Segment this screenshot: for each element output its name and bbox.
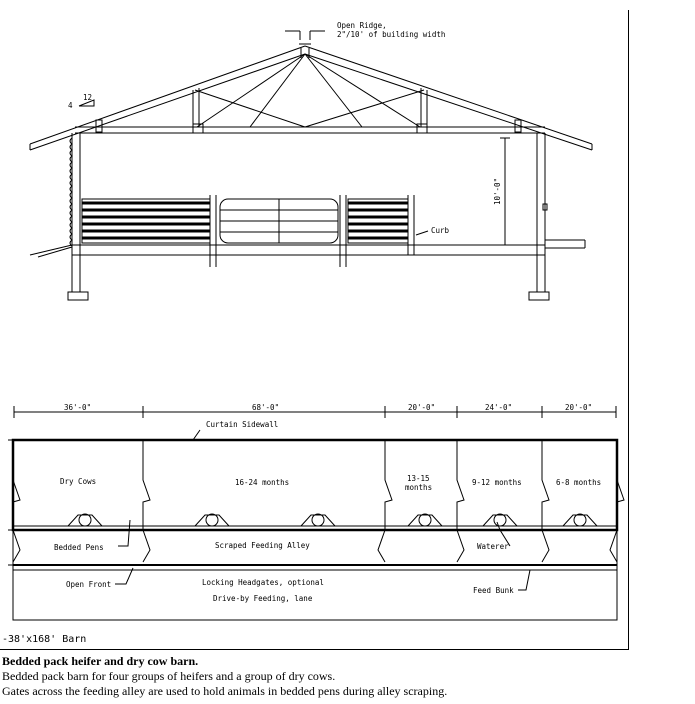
feed-bunk-label: Feed Bunk [473, 586, 514, 595]
pen-dry-cows: Dry Cows [60, 477, 97, 486]
caption-line-1: Bedded pack barn for four groups of heifers and a group of dry cows. [2, 669, 336, 683]
caption-title: Bedded pack heifer and dry cow barn. [2, 654, 199, 668]
waterer-label: Waterer [477, 542, 509, 551]
roof-left [30, 46, 305, 144]
ridge-label-line1: Open Ridge, [337, 21, 387, 30]
dim-label-1: 36'-0" [64, 403, 92, 412]
headgates-label: Locking Headgates, optional [202, 578, 324, 587]
barn-cross-section [30, 31, 592, 300]
roof-right [305, 46, 592, 144]
pen-13-15-months: months [405, 483, 433, 492]
driveby-label: Drive-by Feeding, lane [213, 594, 313, 603]
pen-16-24-months: 16-24 months [235, 478, 290, 487]
curb-label: Curb [431, 226, 450, 235]
curtain-sidewall-label: Curtain Sidewall [206, 420, 279, 429]
dim-label-4: 24'-0" [485, 403, 513, 412]
dim-label-2: 68'-0" [252, 403, 280, 412]
barn-size-label: -38'x168' Barn [2, 634, 87, 645]
dim-label-5: 20'-0" [565, 403, 593, 412]
height-label: 10'-0" [493, 177, 502, 205]
ridge-label-line2: 2"/10' of building width [337, 30, 446, 39]
pen-13-15: 13-15 [407, 474, 430, 483]
scraped-alley-label: Scraped Feeding Alley [215, 541, 310, 550]
caption-line-2: Gates across the feeding alley are used to hold animals in bedded pens during alley scraping. [2, 684, 448, 698]
pitch-rise-label: 4 [68, 101, 73, 110]
bedded-pens-label: Bedded Pens [54, 543, 104, 552]
pen-9-12-months: 9-12 months [472, 478, 522, 487]
pen-6-8-months: 6-8 months [556, 478, 602, 487]
dim-label-3: 20'-0" [408, 403, 436, 412]
open-front-label: Open Front [66, 580, 112, 589]
pitch-run-label: 12 [83, 93, 93, 102]
